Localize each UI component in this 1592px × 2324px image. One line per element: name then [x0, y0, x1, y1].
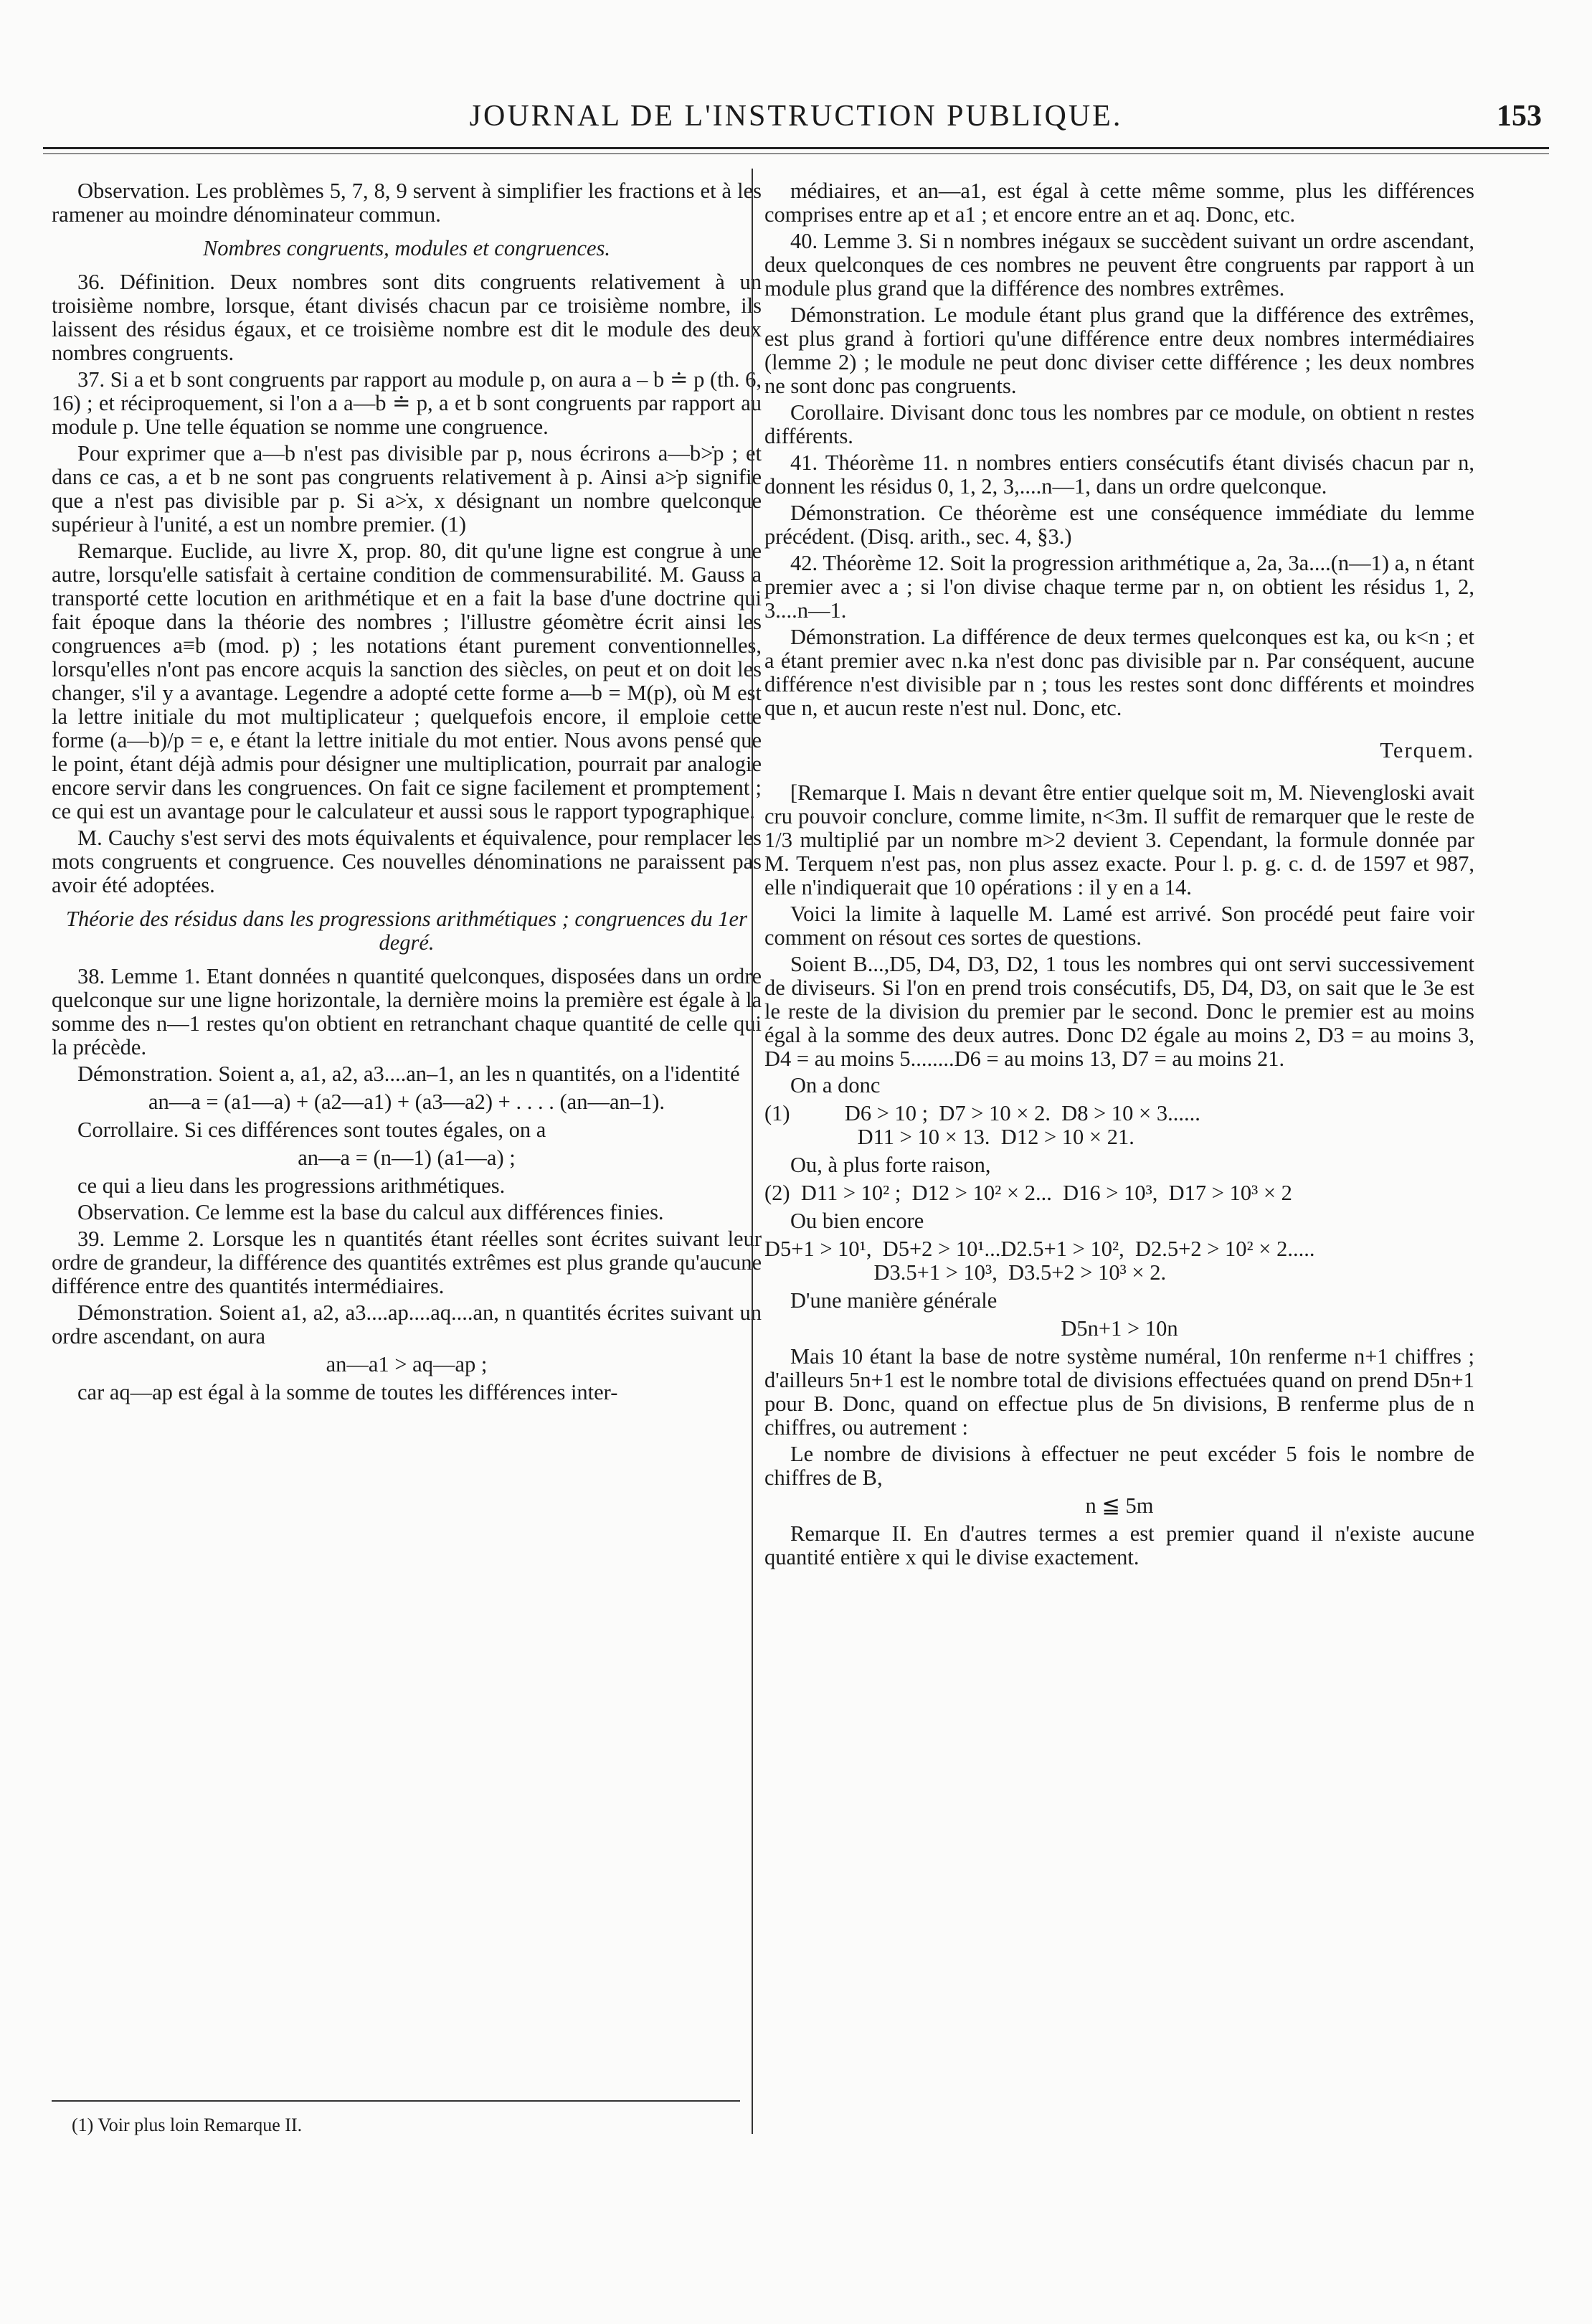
- equation: (1) D6 > 10 ; D7 > 10 × 2. D8 > 10 × 3...... D11 > 10 × 13. D12 > 10 × 21.: [764, 1101, 1200, 1149]
- paragraph: 40. Lemme 3. Si n nombres inégaux se succèdent suivant un ordre ascendant, deux quelconques de ces nombres ne peuvent être congruents par rapport à un module plus grand que la différence des nombres extrêmes.: [764, 229, 1474, 301]
- paragraph: Soient B...,D5, D4, D3, D2, 1 tous les nombres qui ont servi successivement de diviseurs. Si l'on en prend trois consécutifs, D5, D4, D3, on sait que le 3e est le reste de la division du premier par le second. Donc le premier est au moins égal à la somme des deux autres. Donc D2 égale au moins 2, D3 = au moins 3, D4 = au moins 5........D6 = au moins 13, D7 = au moins 21.: [764, 952, 1474, 1071]
- header-rule-thin: [43, 153, 1549, 154]
- paragraph: M. Cauchy s'est servi des mots équivalents et équivalence, pour remplacer les mots congruents et congruence. Ces nouvelles dénominations ne paraissent pas avoir été adoptées.: [52, 826, 762, 897]
- paragraph: [Remarque I. Mais n devant être entier quelque soit m, M. Nievengloski avait cru pouvoir conclure, comme limite, n<3m. Il suffit de remarquer que le reste de 1/3 multiplié par un nombre m>2 devient 3. Cependant, la formule donnée par M. Terquem n'est pas, non plus assez exacte. Pour l. p. g. c. d. de 1597 et 987, elle n'indiquerait que 10 opérations : il y en a 14.: [764, 780, 1474, 899]
- equation: an—a = (a1—a) + (a2—a1) + (a3—a2) + . . . . (an—an–1).: [148, 1090, 665, 1114]
- paragraph: 42. Théorème 12. Soit la progression arithmétique a, 2a, 3a....(n—1) a, n étant premier avec a ; si l'on divise chaque terme par n, on obtient les résidus 1, 2, 3....n—1.: [764, 551, 1474, 623]
- footnote-rule: [52, 2100, 740, 2102]
- section-heading: Théorie des résidus dans les progressions arithmétiques ; congruences du 1er degré.: [66, 907, 747, 955]
- paragraph: Observation. Les problèmes 5, 7, 8, 9 servent à simplifier les fractions et à les ramener au moindre dénominateur commun.: [52, 179, 762, 227]
- page-number: 153: [1497, 100, 1542, 133]
- paragraph: ce qui a lieu dans les progressions arithmétiques.: [77, 1173, 506, 1198]
- footnote: (1) Voir plus loin Remarque II.: [72, 2115, 303, 2135]
- paragraph: Démonstration. La différence de deux termes quelconques est ka, ou k<n ; et a étant premier avec n.ka n'est donc pas divisible par n. Par conséquent, aucune différence n'est divisible par n ; tous les restes sont donc différents et moindres que n, et aucun reste n'est nul. Donc, etc.: [764, 625, 1474, 720]
- equation: an—a1 > aq—ap ;: [326, 1352, 488, 1376]
- paragraph: Ou, à plus forte raison,: [790, 1153, 991, 1177]
- paragraph: Pour exprimer que a—b n'est pas divisible par p, nous écrirons a—b>̇p ; et dans ce cas, a et b ne sont pas congruents relativement à p. Ainsi a>̇p signifie que a n'est pas divisible par p. Si a>̇x, x désignant un nombre quelconque supérieur à l'unité, a est un nombre premier. (1): [52, 441, 762, 537]
- paragraph: car aq—ap est égal à la somme de toutes les différences inter-: [77, 1380, 618, 1404]
- paragraph: Démonstration. Soient a, a1, a2, a3....an–1, an les n quantités, on a l'identité: [77, 1062, 740, 1086]
- equation: an—a = (n—1) (a1—a) ;: [298, 1146, 516, 1170]
- paragraph: D'une manière générale: [790, 1288, 998, 1313]
- paragraph: Démonstration. Soient a1, a2, a3....ap....aq....an, n quantités écrites suivant un ordre ascendant, on aura: [52, 1300, 762, 1348]
- paragraph: Remarque. Euclide, au livre X, prop. 80, dit qu'une ligne est congrue à une autre, lorsqu'elle satisfait à certaine condition de commensurabilité. M. Gauss a transporté cette locution en arithmétique et en a fait la base d'une doctrine qui fait époque dans la théorie des nombres ; l'illustre géomètre écrit ainsi les congruences a≡b (mod. p) ; les notations étant purement conventionnelles, lorsqu'elles n'ont pas encore acquis la sanction des siècles, on peut et on doit les changer, s'il y a avantage. Legendre a adopté cette forme a—b = M(p), où M est la lettre initiale du mot multiplicateur ; quelquefois encore, il emploie cette forme (a—b)/p = e, e étant la lettre initiale du mot entier. Nous avons pensé que le point, étant déjà admis pour désigner une multiplication, pourrait par analogie encore servir dans les congruences. On fait ce signe facilement et promptement ; ce qui est un avantage pour le calculateur et aussi sous le rapport typographique.: [52, 539, 762, 823]
- paragraph: Mais 10 étant la base de notre système numéral, 10n renferme n+1 chiffres ; d'ailleurs 5n+1 est le nombre total de divisions effectuées quand on prend D5n+1 pour B. Donc, quand on effectue plus de 5n divisions, B renferme plus de n chiffres, ou autrement :: [764, 1344, 1474, 1440]
- paragraph: 41. Théorème 11. n nombres entiers consécutifs étant divisés chacun par n, donnent les résidus 0, 1, 2, 3,....n—1, dans un ordre quelconque.: [764, 450, 1474, 499]
- paragraph: 37. Si a et b sont congruents par rapport au module p, on aura a – b ≐ p (th. 6, 16) ; et réciproquement, si l'on a a—b ≐ p, a et b sont congruents par rapport au module p. Une telle équation se nomme une congruence.: [52, 367, 762, 439]
- equation: D5+1 > 10¹, D5+2 > 10¹...D2.5+1 > 10², D2.5+2 > 10² × 2..... D3.5+1 > 10³, D3.5+2 > 10³ × 2.: [764, 1237, 1315, 1285]
- paragraph: Remarque II. En d'autres termes a est premier quand il n'existe aucune quantité entière x qui le divise exactement.: [764, 1521, 1474, 1569]
- paragraph: Observation. Ce lemme est la base du calcul aux différences finies.: [77, 1200, 664, 1224]
- paragraph: Ou bien encore: [790, 1209, 924, 1233]
- paragraph: Démonstration. Le module étant plus grand que la différence des extrêmes, est plus grand à fortiori qu'une différence entre deux nombres intermédiaires (lemme 2) ; le module ne peut donc diviser cette différence ; les deux nombres ne sont donc pas congruents.: [764, 303, 1474, 398]
- paragraph: Corollaire. Divisant donc tous les nombres par ce module, on obtient n restes différents.: [764, 400, 1474, 448]
- header-rule: [43, 147, 1549, 149]
- paragraph: 39. Lemme 2. Lorsque les n quantités étant réelles sont écrites suivant leur ordre de grandeur, la différence des quantités extrêmes est plus grande qu'aucune différence entre des quantités intermédiaires.: [52, 1227, 762, 1298]
- paragraph: Démonstration. Ce théorème est une conséquence immédiate du lemme précédent. (Disq. arith., sec. 4, §3.): [764, 501, 1474, 549]
- section-heading: Nombres congruents, modules et congruences.: [202, 236, 611, 260]
- left-column: [52, 179, 762, 1407]
- paragraph: On a donc: [790, 1073, 881, 1097]
- paragraph: 36. Définition. Deux nombres sont dits congruents relativement à un troisième nombre, lorsque, étant divisés chacun par ce troisième nombre, ils laissent des résidus égaux, et ce troisième nombre est dit le module des deux nombres congruents.: [52, 270, 762, 365]
- equation: n ≦ 5m: [1085, 1493, 1154, 1518]
- column-divider: [752, 169, 753, 2134]
- paragraph: Voici la limite à laquelle M. Lamé est arrivé. Son procédé peut faire voir comment on résout ces sortes de questions.: [764, 902, 1474, 950]
- equation: D5n+1 > 10n: [1061, 1316, 1178, 1341]
- paragraph: médiaires, et an—a1, est égal à cette même somme, plus les différences comprises entre ap et a1 ; et encore entre an et aq. Donc, etc.: [764, 179, 1474, 227]
- paragraph: Corrollaire. Si ces différences sont toutes égales, on a: [77, 1118, 546, 1142]
- paragraph: Le nombre de divisions à effectuer ne peut excéder 5 fois le nombre de chiffres de B,: [764, 1442, 1474, 1490]
- right-column: [764, 179, 1474, 1572]
- journal-title: JOURNAL DE L'INSTRUCTION PUBLIQUE.: [469, 100, 1123, 133]
- paragraph: 38. Lemme 1. Etant données n quantité quelconques, disposées dans un ordre quelconque sur une ligne horizontale, la dernière moins la première est égale à la somme des n—1 restes qu'on obtient en retranchant chaque quantité de celle qui la précède.: [52, 964, 762, 1059]
- author-signature: Terquem.: [1380, 738, 1474, 762]
- equation: (2) D11 > 10² ; D12 > 10² × 2... D16 > 10³, D17 > 10³ × 2: [764, 1181, 1292, 1205]
